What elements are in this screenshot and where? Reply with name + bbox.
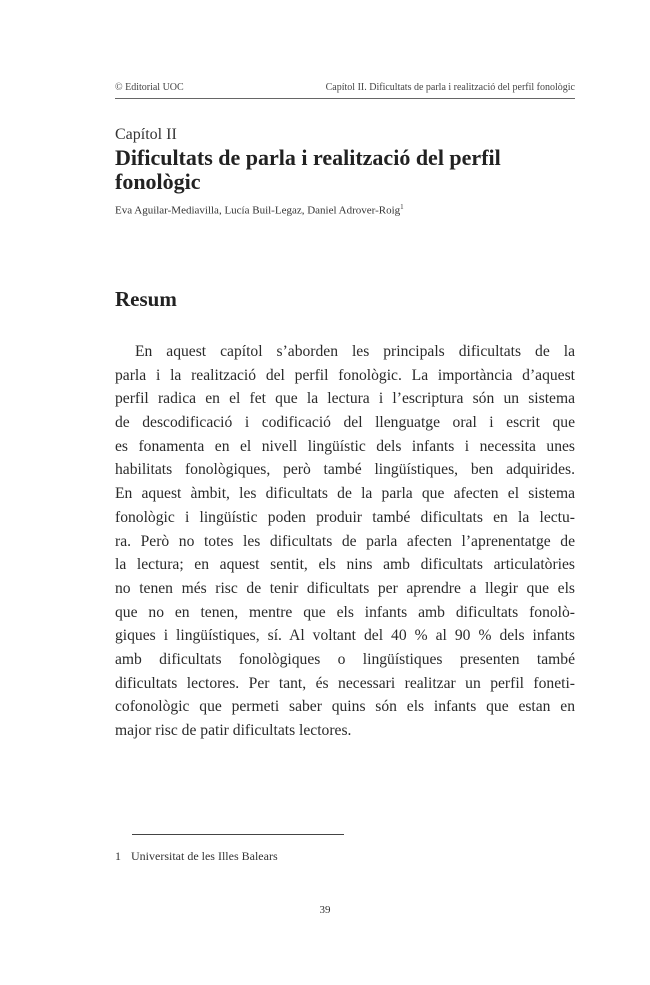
abstract-paragraph — [115, 340, 575, 743]
page-number: 39 — [319, 904, 331, 916]
running-chapter-title: Capítol II. Dificultats de parla i realització del perfil fonològic — [325, 82, 575, 93]
footnote-number: 1 — [115, 849, 121, 863]
abstract-line: perfil radica en el fet que la lectura i l’escriptura són un sistema — [115, 390, 575, 408]
abstract-line: es fonamenta en el nivell lingüístic dels infants i necessita unes — [115, 437, 575, 455]
abstract-line: que no en tenen, mentre que els infants amb dificultats fonolò- — [115, 603, 575, 621]
abstract-line: ra. Però no totes les dificultats de parla afecten l’aprenentatge de — [115, 532, 575, 550]
authors — [115, 203, 404, 217]
abstract-line: amb dificultats fonològiques o lingüístiques presenten també — [115, 650, 575, 668]
chapter-title-line-1: Dificultats de parla i realització del perfil — [115, 145, 501, 170]
publisher-credit: © Editorial UOC — [115, 82, 184, 93]
footnote-divider — [132, 834, 344, 835]
footnote-text: Universitat de les Illes Balears — [131, 849, 278, 863]
abstract-line: En aquest capítol s’aborden les principals dificultats de la — [135, 343, 575, 360]
abstract-line: fonològic i lingüístic poden produir també dificultats en la lectu- — [115, 508, 575, 526]
author-footnote-mark: 1 — [400, 203, 404, 211]
abstract-line: En aquest àmbit, les dificultats de la parla que afecten el sistema — [115, 485, 575, 503]
chapter-label: Capítol II — [115, 126, 177, 143]
abstract-line: dificultats lectores. Per tant, és necessari realitzar un perfil foneti- — [115, 674, 575, 692]
chapter-title — [115, 146, 575, 194]
abstract-line: major risc de patir dificultats lectores. — [115, 722, 352, 739]
running-header — [115, 80, 575, 99]
abstract-line: no tenen més risc de tenir dificultats per aprendre a llegir que els — [115, 579, 575, 597]
abstract-line: la lectura; en aquest sentit, els nins amb dificultats articulatòries — [115, 556, 575, 574]
abstract-line: parla i la realització del perfil fonològic. La importància d’aquest — [115, 366, 575, 384]
abstract-line: cofonològic que permeti saber quins són els infants que estan en — [115, 698, 575, 716]
abstract-line: giques i lingüístiques, sí. Al voltant del 40 % al 90 % dels infants — [115, 627, 575, 645]
chapter-title-line-2: fonològic — [115, 169, 201, 194]
abstract-line: de descodificació i codificació del llenguatge oral i escrit que — [115, 414, 575, 432]
section-title: Resum — [115, 287, 177, 311]
abstract-line: habilitats fonològiques, però també lingüístiques, ben adquirides. — [115, 461, 575, 479]
footnote — [115, 849, 278, 864]
author-names: Eva Aguilar-Mediavilla, Lucía Buil-Legaz, Daniel Adrover-Roig — [115, 204, 401, 217]
